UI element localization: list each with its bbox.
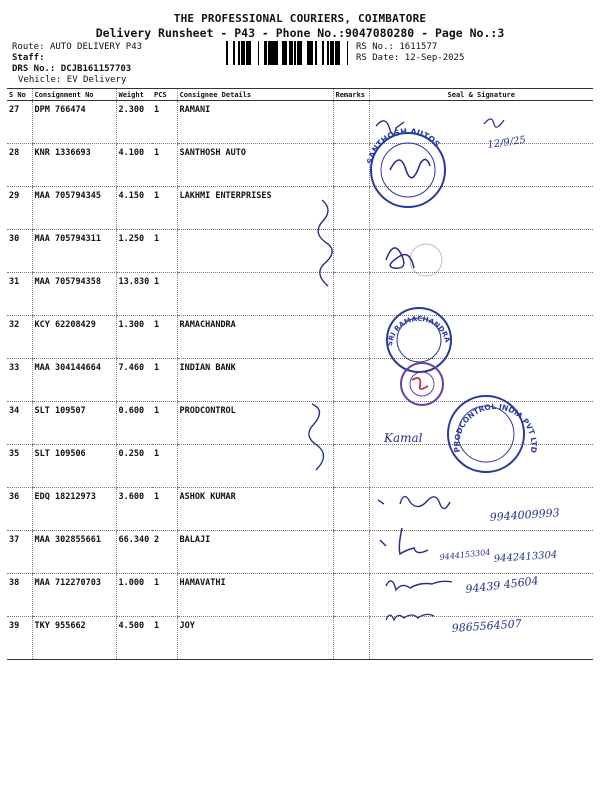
barcode (226, 41, 352, 65)
signature-cell (369, 144, 593, 187)
consignee-cell (177, 445, 333, 488)
signature-cell (369, 187, 593, 230)
barcode-bar (332, 41, 334, 65)
barcode-bar (233, 41, 235, 65)
weight-cell: 2.300 (116, 101, 152, 144)
barcode-bar (258, 41, 259, 65)
pcs-cell: 1 (152, 402, 177, 445)
kamal-signature: Kamal (384, 431, 423, 445)
sno-cell: 37 (7, 531, 32, 574)
signature-cell (369, 359, 593, 402)
signature-cell (369, 402, 593, 445)
barcode-bar (330, 41, 331, 65)
weight-cell: 0.600 (116, 402, 152, 445)
prodcontrol-stamp-text: PRODCONTROL INDIA PVT LTD (452, 402, 539, 454)
barcode-bar (289, 41, 290, 65)
consignment-cell: MAA 712270703 (32, 574, 116, 617)
remarks-cell (333, 531, 369, 574)
signature-cell (369, 617, 593, 660)
consignee-cell (177, 230, 333, 273)
barcode-bar (322, 41, 324, 65)
col-consignment: Consignment No (32, 89, 116, 101)
pcs-cell: 1 (152, 316, 177, 359)
table-row (7, 574, 593, 617)
table-row (7, 316, 593, 359)
barcode-bar (307, 41, 310, 65)
consignee-cell: PRODCONTROL (177, 402, 333, 445)
consignment-cell: SLT 109506 (32, 445, 116, 488)
remarks-cell (333, 574, 369, 617)
col-sno: S No (7, 89, 32, 101)
weight-cell: 7.460 (116, 359, 152, 402)
pcs-cell: 1 (152, 445, 177, 488)
rs-no-line (356, 42, 437, 52)
barcode-bar (300, 41, 302, 65)
pcs-cell: 1 (152, 187, 177, 230)
signature-cell (369, 101, 593, 144)
remarks-cell (333, 273, 369, 316)
remarks-cell (333, 316, 369, 359)
pcs-cell: 2 (152, 531, 177, 574)
barcode-bar (347, 41, 348, 65)
signature-cell (369, 488, 593, 531)
drs-value: DCJB161157703 (60, 64, 132, 74)
consignment-cell: KCY 62208429 (32, 316, 116, 359)
signature-cell (369, 230, 593, 273)
barcode-bar (290, 41, 293, 65)
sno-cell: 32 (7, 316, 32, 359)
phone-row36: 9944009993 (489, 506, 561, 524)
barcode-bar (246, 41, 248, 65)
barcode-bar (238, 41, 240, 65)
consignee-cell: JOY (177, 617, 333, 660)
consignee-cell: LAKHMI ENTERPRISES (177, 187, 333, 230)
remarks-cell (333, 187, 369, 230)
date-mark: 12/9/25 (486, 134, 527, 151)
barcode-bar (276, 41, 277, 65)
phone-row37b: 9442413304 (493, 549, 558, 565)
consignment-cell: EDQ 18212973 (32, 488, 116, 531)
route-label: Route: (12, 42, 45, 52)
remarks-cell (333, 488, 369, 531)
drs-line (12, 64, 131, 74)
remarks-cell (333, 402, 369, 445)
barcode-bar (335, 41, 337, 65)
table-row (7, 488, 593, 531)
barcode-bar (268, 41, 269, 65)
sno-cell: 30 (7, 230, 32, 273)
consignment-cell: SLT 109507 (32, 402, 116, 445)
table-row (7, 273, 593, 316)
table-row (7, 144, 593, 187)
signature-cell (369, 445, 593, 488)
rs-no-label: RS No.: (356, 42, 394, 52)
col-signature: Seal & Signature (369, 89, 593, 101)
remarks-cell (333, 445, 369, 488)
remarks-cell (333, 144, 369, 187)
consignment-cell: DPM 766474 (32, 101, 116, 144)
consignment-cell: MAA 705794345 (32, 187, 116, 230)
report-title: THE PROFESSIONAL COURIERS, COIMBATORE (173, 12, 427, 25)
signature-cell (369, 273, 593, 316)
weight-cell: 1.250 (116, 230, 152, 273)
remarks-cell (333, 101, 369, 144)
sno-cell: 31 (7, 273, 32, 316)
barcode-bar (241, 41, 242, 65)
consignee-cell: HAMAVATHI (177, 574, 333, 617)
table-row (7, 187, 593, 230)
remarks-cell (333, 359, 369, 402)
barcode-bar (272, 41, 275, 65)
consignee-cell: SANTHOSH AUTO (177, 144, 333, 187)
table-row (7, 617, 593, 660)
col-consignee: Consignee Details (177, 89, 333, 101)
vehicle-line (18, 75, 126, 85)
sno-cell: 35 (7, 445, 32, 488)
barcode-bar (269, 41, 272, 65)
pcs-cell: 1 (152, 574, 177, 617)
barcode-bar (226, 41, 228, 65)
consignment-cell: TKY 955662 (32, 617, 116, 660)
drs-label: DRS No.: (12, 64, 56, 74)
remarks-cell (333, 230, 369, 273)
pcs-cell: 1 (152, 101, 177, 144)
vehicle-value: EV Delivery (66, 75, 127, 85)
phone-row38: 94439 45604 (464, 574, 540, 596)
weight-cell: 13.830 (116, 273, 152, 316)
barcode-bar (243, 41, 245, 65)
report-subtitle: Delivery Runsheet - P43 - Phone No.:9047080280 - Page No.:3 (95, 26, 505, 40)
sno-cell: 27 (7, 101, 32, 144)
rs-date-line (356, 53, 464, 63)
barcode-bar (242, 41, 243, 65)
consignee-cell: BALAJI (177, 531, 333, 574)
weight-cell: 4.100 (116, 144, 152, 187)
route-line (12, 42, 142, 52)
barcode-bar (327, 41, 329, 65)
barcode-bar (277, 41, 278, 65)
staff-label: Staff: (12, 53, 45, 63)
weight-cell: 3.600 (116, 488, 152, 531)
barcode-bar (264, 41, 267, 65)
sno-cell: 39 (7, 617, 32, 660)
consignment-cell: KNR 1336693 (32, 144, 116, 187)
table-row (7, 359, 593, 402)
consignment-cell: MAA 302855661 (32, 531, 116, 574)
pcs-cell: 1 (152, 273, 177, 316)
signature-cell (369, 531, 593, 574)
sno-cell: 36 (7, 488, 32, 531)
sno-cell: 34 (7, 402, 32, 445)
signature-cell (369, 574, 593, 617)
weight-cell: 0.250 (116, 445, 152, 488)
barcode-bar (282, 41, 284, 65)
barcode-bar (297, 41, 300, 65)
consignment-cell: MAA 304144664 (32, 359, 116, 402)
phone-row37a: 9444153304 (439, 547, 491, 562)
consignment-cell: MAA 705794311 (32, 230, 116, 273)
barcode-bar (248, 41, 251, 65)
table-row (7, 101, 593, 144)
weight-cell: 1.000 (116, 574, 152, 617)
barcode-bar (286, 41, 287, 65)
ramachandra-stamp-text: SRI RAMACHANDRA (385, 314, 452, 347)
weight-cell: 4.150 (116, 187, 152, 230)
consignee-cell: ASHOK KUMAR (177, 488, 333, 531)
consignee-cell: RAMANI (177, 101, 333, 144)
pcs-cell: 1 (152, 230, 177, 273)
weight-cell: 1.300 (116, 316, 152, 359)
sno-cell: 28 (7, 144, 32, 187)
table-row (7, 445, 593, 488)
remarks-cell (333, 617, 369, 660)
table-row (7, 531, 593, 574)
barcode-bar (294, 41, 296, 65)
rs-date-value: 12-Sep-2025 (404, 53, 465, 63)
col-remarks: Remarks (333, 89, 369, 101)
vehicle-label: Vehicle: (18, 75, 62, 85)
phone-row39: 9865564507 (451, 617, 523, 635)
col-pcs: PCS (152, 89, 177, 101)
route-value: AUTO DELIVERY P43 (49, 42, 143, 52)
sno-cell: 33 (7, 359, 32, 402)
consignment-cell: MAA 705794358 (32, 273, 116, 316)
consignee-cell: INDIAN BANK (177, 359, 333, 402)
consignee-cell: RAMACHANDRA (177, 316, 333, 359)
col-weight: Weight (116, 89, 152, 101)
runsheet-table (7, 88, 593, 660)
rs-date-label: RS Date: (356, 53, 400, 63)
pcs-cell: 1 (152, 617, 177, 660)
pcs-cell: 1 (152, 359, 177, 402)
barcode-bar (284, 41, 286, 65)
barcode-bar (275, 41, 276, 65)
rs-no-value: 1611577 (399, 42, 438, 52)
consignee-cell (177, 273, 333, 316)
table-header-row (7, 89, 593, 101)
table-row (7, 402, 593, 445)
weight-cell: 4.500 (116, 617, 152, 660)
barcode-bar (315, 41, 317, 65)
barcode-bar (331, 41, 332, 65)
sno-cell: 29 (7, 187, 32, 230)
signature-cell (369, 316, 593, 359)
table-row (7, 230, 593, 273)
barcode-bar (337, 41, 340, 65)
pcs-cell: 1 (152, 144, 177, 187)
sno-cell: 38 (7, 574, 32, 617)
weight-cell: 66.340 (116, 531, 152, 574)
barcode-bar (310, 41, 313, 65)
santhosh-stamp-text: SANTHOSH AUTOS (365, 126, 442, 165)
pcs-cell: 1 (152, 488, 177, 531)
